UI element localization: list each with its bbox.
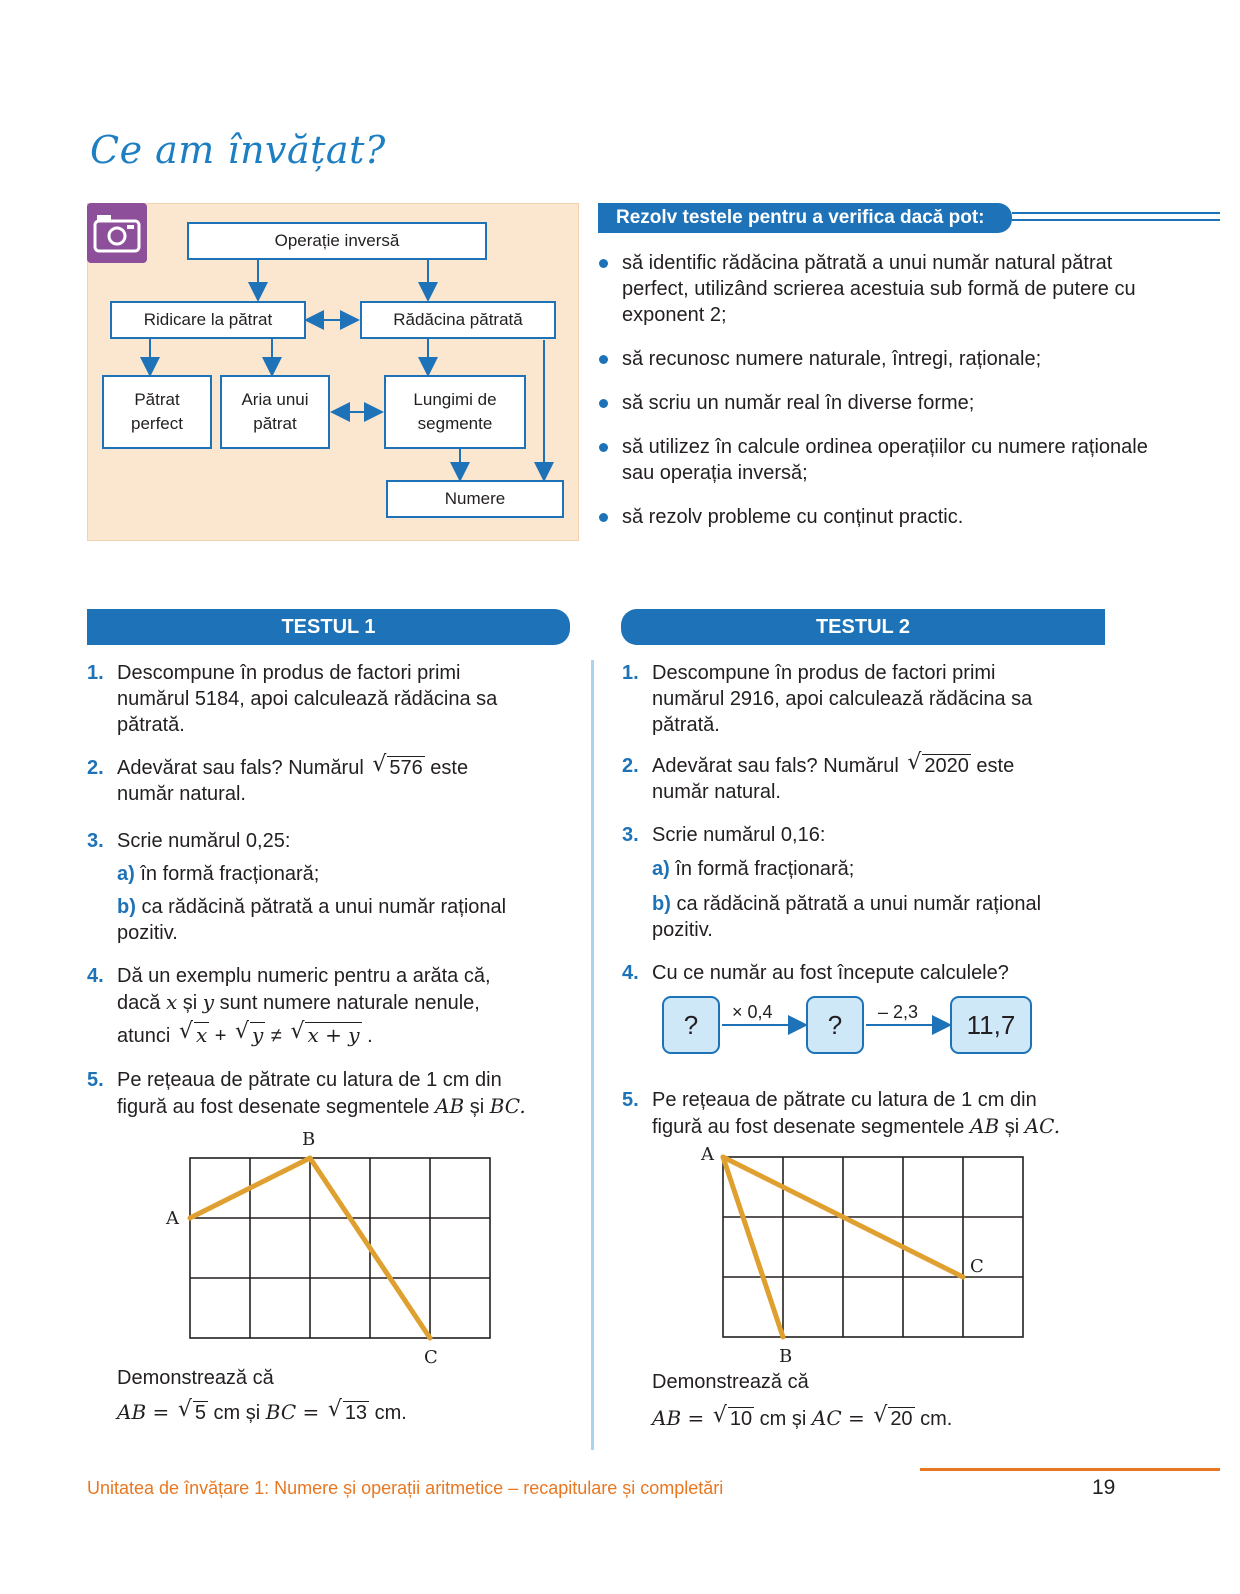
point-a-label: A (701, 1144, 714, 1165)
q-text: Cu ce număr au fost începute calculele? (652, 962, 1009, 984)
flow-box-start: ? (662, 996, 720, 1054)
test2-grid-figure (695, 1140, 1045, 1375)
math-op: . (367, 1025, 373, 1047)
test1-q3a (117, 861, 557, 887)
map-box-numbers: Numere (386, 480, 564, 518)
test2-q3 (622, 822, 1092, 848)
demo-lhs: AB = (117, 1400, 170, 1424)
test2-q4 (622, 960, 1092, 986)
point-c-label: C (424, 1347, 438, 1368)
flow-box-result: 11,7 (950, 996, 1032, 1054)
q-number: 4. (622, 962, 639, 984)
sqrt-expression: √ 2020 (907, 750, 969, 777)
math-var: x (165, 990, 178, 1014)
demo-text: Demonstrează că (652, 1371, 809, 1393)
segment-name: AC. (1024, 1114, 1061, 1138)
sqrt-value: 2020 (924, 755, 969, 777)
q-text: număr natural. (117, 783, 246, 805)
test1-grid-figure (160, 1125, 510, 1370)
flow-box-middle: ? (806, 996, 864, 1054)
goal-item: să identific rădăcina pătrată a unui număr natural pătrat perfect, utilizând scrierea acestuia sub formă de putere cu exponent 2; (598, 250, 1158, 328)
q-text: Descompune în produs de factori primi numărul 5184, apoi calculează rădăcina sa pătrată. (117, 662, 498, 736)
q-number: 3. (622, 824, 639, 846)
demo-lhs: AB = (652, 1406, 705, 1430)
q-number: 2. (87, 757, 104, 779)
test2-q5 (622, 1087, 1092, 1140)
test2-heading: TESTUL 2 (621, 609, 1105, 645)
page-number: 19 (1092, 1476, 1116, 1499)
test1-q5 (87, 1067, 557, 1120)
sqrt-value: 5 (194, 1402, 206, 1424)
q-text: figură au fost desenate segmentele (652, 1116, 965, 1138)
point-b-label: B (302, 1129, 316, 1150)
test1-q1 (87, 660, 557, 738)
sqrt-expression: √ 20 (873, 1403, 913, 1430)
footer-rule (920, 1468, 1220, 1471)
map-box-segment-lengths-line1: Lungimi de (413, 390, 497, 410)
test2-q1 (622, 660, 1092, 738)
flow-op-multiply: × 0,4 (732, 1002, 773, 1022)
sqrt-expression: √ x (178, 1019, 208, 1047)
map-box-square-root: Rădăcina pătrată (360, 301, 556, 339)
sqrt-value: y (252, 1023, 264, 1047)
goal-item: să utilizez în calcule ordinea operațiilor cu numere raționale sau operația inversă; (598, 434, 1158, 486)
q-number: 3. (87, 830, 104, 852)
demo-lhs: AC = (811, 1406, 865, 1430)
sub-text: în formă fracționară; (675, 858, 855, 880)
sub-text: în formă fracționară; (140, 863, 320, 885)
q-text: număr natural. (652, 781, 781, 803)
q-text: Pe rețeaua de pătrate cu latura de 1 cm din (652, 1089, 1037, 1111)
goal-item: să recunosc numere naturale, întregi, raționale; (598, 346, 1158, 372)
q-number: 4. (87, 965, 104, 987)
map-box-square-area-line1: Aria unui (241, 390, 309, 410)
test1-q2 (87, 752, 557, 807)
demo-text: Demonstrează că (117, 1367, 274, 1389)
q-text: este (976, 755, 1015, 777)
q-text: sunt numere naturale nenule, (219, 992, 480, 1014)
q-text: Pe rețeaua de pătrate cu latura de 1 cm din (117, 1069, 502, 1091)
sqrt-expression: √ 5 (177, 1397, 206, 1424)
map-box-segment-lengths (384, 375, 526, 449)
sub-text: ca rădăcină pătrată a unui număr rațional pozitiv. (652, 893, 1042, 941)
q-text: Descompune în produs de factori primi numărul 2916, apoi calculează rădăcina sa pătrată. (652, 662, 1033, 736)
sqrt-value: 20 (890, 1408, 913, 1430)
math-var: y (202, 990, 215, 1014)
test2-q3b (652, 891, 1072, 943)
map-box-perfect-square-line1: Pătrat (134, 390, 180, 410)
flow-op-subtract: – 2,3 (878, 1002, 919, 1022)
test1-demo (117, 1365, 587, 1426)
sqrt-expression: √ 576 (372, 752, 423, 779)
flow-arrows (720, 1015, 960, 1035)
segment-name: AB (435, 1094, 465, 1118)
map-box-inverse-operation: Operație inversă (187, 222, 487, 260)
q-text: figură au fost desenate segmentele (117, 1096, 430, 1118)
sqrt-value: x + y (307, 1023, 360, 1047)
q-text: Adevărat sau fals? Numărul (117, 757, 364, 779)
page-title: Ce am învățat? (90, 128, 386, 172)
sqrt-expression: √ 13 (327, 1397, 368, 1424)
math-op: + (214, 1025, 227, 1047)
test1-q3 (87, 828, 557, 854)
demo-unit: cm. (374, 1402, 407, 1424)
test2-q3a (652, 856, 1092, 882)
test1-q3b (117, 894, 537, 946)
demo-unit: cm și (213, 1402, 261, 1424)
test1-heading: TESTUL 1 (87, 609, 570, 645)
map-box-square-area-line2: pătrat (253, 414, 297, 433)
map-box-squaring: Ridicare la pătrat (110, 301, 306, 339)
q-text: Dă un exemplu numeric pentru a arăta că, (117, 965, 491, 987)
q-number: 1. (87, 662, 104, 684)
q-text: Scrie numărul 0,16: (652, 824, 826, 846)
sub-label: a) (652, 858, 670, 880)
q-text: și (469, 1096, 485, 1118)
sub-label: b) (117, 896, 136, 918)
point-c-label: C (970, 1256, 984, 1277)
goal-item: să rezolv probleme cu conținut practic. (598, 504, 1158, 530)
sqrt-value: 10 (729, 1408, 753, 1430)
q-text: și (1004, 1116, 1020, 1138)
goal-item: să scriu un număr real în diverse forme; (598, 390, 1158, 416)
point-a-label: A (166, 1208, 179, 1229)
map-box-square-area (220, 375, 330, 449)
q-text: Scrie numărul 0,25: (117, 830, 291, 852)
demo-unit: cm. (920, 1408, 953, 1430)
map-box-segment-lengths-line2: segmente (417, 414, 493, 433)
sqrt-value: 576 (389, 757, 423, 779)
sqrt-expression: √ 10 (712, 1403, 753, 1430)
segment-name: AB (970, 1114, 1000, 1138)
sub-label: a) (117, 863, 135, 885)
sqrt-expression: √ y (235, 1019, 264, 1047)
demo-unit: cm și (759, 1408, 807, 1430)
q-text: atunci (117, 1025, 171, 1047)
sqrt-value: x (195, 1023, 208, 1047)
demo-lhs: BC = (265, 1400, 320, 1424)
test1-q4 (87, 963, 557, 1049)
sqrt-expression: √ x + y (290, 1019, 360, 1047)
sub-text: ca rădăcină pătrată a unui număr rațional pozitiv. (117, 896, 507, 944)
goals-list (598, 250, 1158, 548)
q-text: este (430, 757, 469, 779)
math-op: ≠ (270, 1025, 282, 1047)
footer-unit-title: Unitatea de învățare 1: Numere și operații aritmetice – recapitulare și completări (87, 1478, 724, 1498)
goals-heading: Rezolv testele pentru a verifica dacă pot: (598, 203, 1012, 233)
q-text: dacă (117, 992, 161, 1014)
map-box-perfect-square (102, 375, 212, 449)
sqrt-value: 13 (344, 1402, 368, 1424)
q-text: Adevărat sau fals? Numărul (652, 755, 899, 777)
q-number: 1. (622, 662, 639, 684)
q-text: și (182, 992, 198, 1014)
q-number: 5. (622, 1089, 639, 1111)
map-box-perfect-square-line2: perfect (131, 414, 183, 433)
column-divider (591, 660, 594, 1450)
q-number: 5. (87, 1069, 104, 1091)
sub-label: b) (652, 893, 671, 915)
point-b-label: B (779, 1346, 793, 1367)
q-number: 2. (622, 755, 639, 777)
test2-q2 (622, 750, 1092, 805)
segment-name: BC. (489, 1094, 526, 1118)
test2-demo (652, 1369, 1122, 1432)
